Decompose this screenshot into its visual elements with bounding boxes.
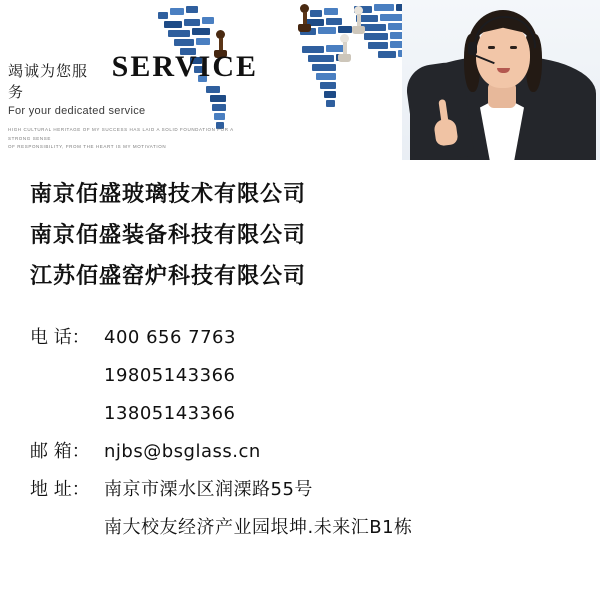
company-name: 江苏佰盛窑炉科技有限公司: [30, 264, 307, 289]
phone-row-secondary: [30, 357, 600, 395]
phone-number[interactable]: 13805143366: [104, 403, 236, 424]
company-name: 南京佰盛玻璃技术有限公司: [30, 182, 307, 207]
phone-row-tertiary: [30, 395, 600, 433]
address-line: 南京市溧水区润溧路55号: [104, 479, 313, 500]
banner: [0, 0, 600, 160]
phone-number[interactable]: 400 656 7763: [104, 327, 236, 348]
slogan-subtitle: For your dedicated service: [8, 105, 146, 117]
phone-label: 电 话：: [30, 327, 90, 348]
service-slogan-block: [8, 50, 258, 152]
chess-pawn-icon: [338, 34, 351, 64]
customer-service-agent-photo: [402, 0, 600, 160]
contact-info-list: [30, 319, 600, 547]
fine-print-line-2: OF RESPONSIBILITY, FROM THE HEART IS MY MOTIVATION: [8, 144, 167, 150]
fine-print-line-1: HIGH CULTURAL HERITAGE OF MY SUCCESS HAS LAID A SOLID FOUNDATION FOR A STRONG SENSE: [8, 127, 234, 141]
phone-row: [30, 319, 600, 357]
slogan-chinese: 竭诚为您服务: [8, 62, 89, 101]
chess-pawn-icon: [352, 6, 365, 36]
email-label: 邮 箱：: [30, 441, 90, 462]
chess-pawn-icon: [298, 4, 311, 34]
email-address[interactable]: njbs@bsglass.cn: [104, 441, 261, 462]
address-line: 南大校友经济产业园垠坤.未来汇B1栋: [104, 517, 413, 538]
slogan-english: SERVICE: [111, 50, 258, 83]
company-name-list: [30, 174, 600, 297]
company-name: 南京佰盛装备科技有限公司: [30, 223, 307, 248]
address-row-secondary: [30, 509, 600, 547]
email-row: [30, 433, 600, 471]
content-area: [0, 160, 600, 547]
address-row: [30, 471, 600, 509]
phone-number[interactable]: 19805143366: [104, 365, 236, 386]
address-label: 地 址：: [30, 479, 90, 500]
